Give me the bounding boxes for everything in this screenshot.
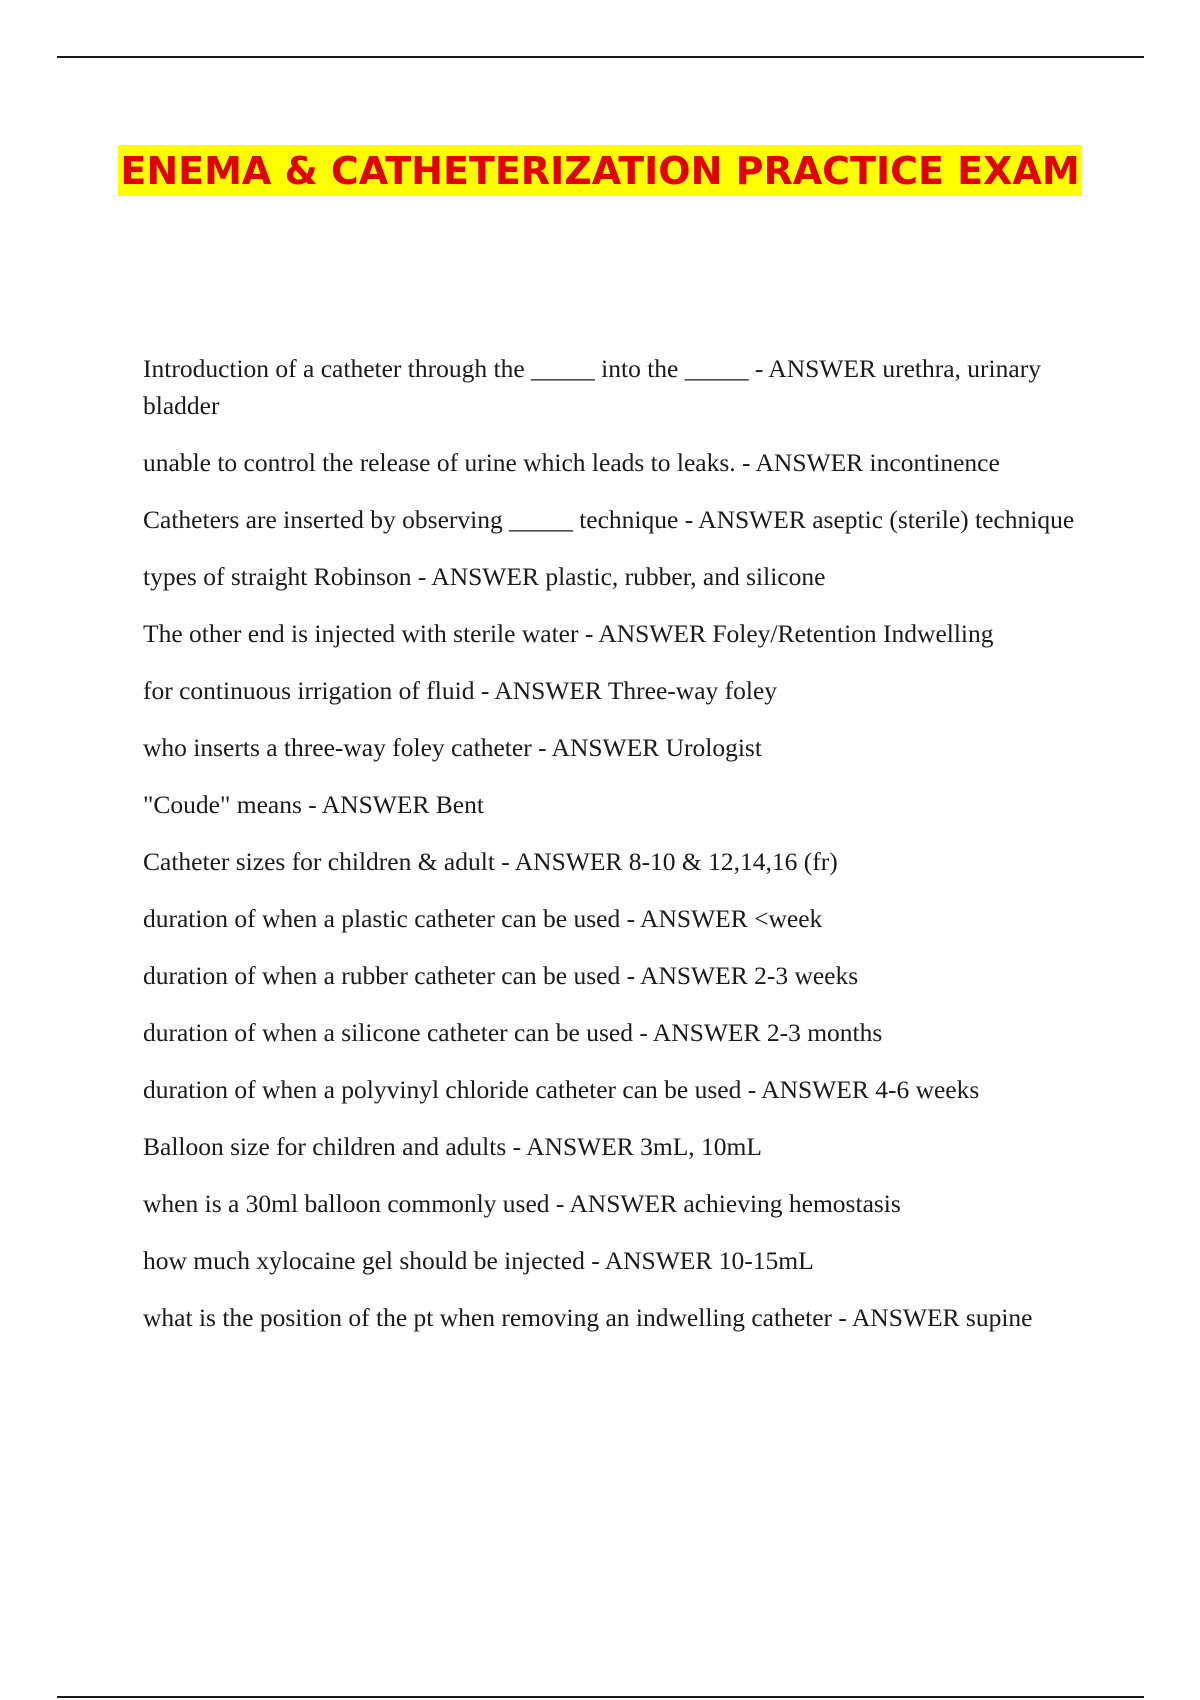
qa-item: unable to control the release of urine which leads to leaks. - ANSWER incontinence [143,448,1000,477]
top-rule [57,56,1144,58]
qa-item: how much xylocaine gel should be injected - ANSWER 10-15mL [143,1246,814,1275]
qa-item: duration of when a polyvinyl chloride catheter can be used - ANSWER 4-6 weeks [143,1075,980,1104]
qa-item: "Coude" means - ANSWER Bent [143,790,484,819]
page-title-text: ENEMA & CATHETERIZATION PRACTICE EXAM [118,145,1081,196]
qa-item: Introduction of a catheter through the _____ into the _____ - ANSWER urethra, urinary bladder [143,354,1041,420]
qa-item: duration of when a silicone catheter can be used - ANSWER 2-3 months [143,1018,883,1047]
qa-item: Catheter sizes for children & adult - ANSWER 8-10 & 12,14,16 (fr) [143,847,838,876]
qa-item: when is a 30ml balloon commonly used - ANSWER achieving hemostasis [143,1189,901,1218]
qa-item: Balloon size for children and adults - ANSWER 3mL, 10mL [143,1132,762,1161]
qa-item: Catheters are inserted by observing _____ technique - ANSWER aseptic (sterile) technique [143,505,1075,534]
qa-item: The other end is injected with sterile water - ANSWER Foley/Retention Indwelling [143,619,994,648]
qa-item: duration of when a plastic catheter can be used - ANSWER <week [143,904,823,933]
qa-item: for continuous irrigation of fluid - ANSWER Three-way foley [143,676,778,705]
qa-item: duration of when a rubber catheter can be used - ANSWER 2-3 weeks [143,961,859,990]
page-title [100,138,1100,204]
qa-item: who inserts a three-way foley catheter - ANSWER Urologist [143,733,762,762]
qa-list [143,350,1103,1356]
bottom-rule [57,1696,1144,1698]
qa-item: what is the position of the pt when removing an indwelling catheter - ANSWER supine [143,1303,1033,1332]
qa-item: types of straight Robinson - ANSWER plastic, rubber, and silicone [143,562,826,591]
